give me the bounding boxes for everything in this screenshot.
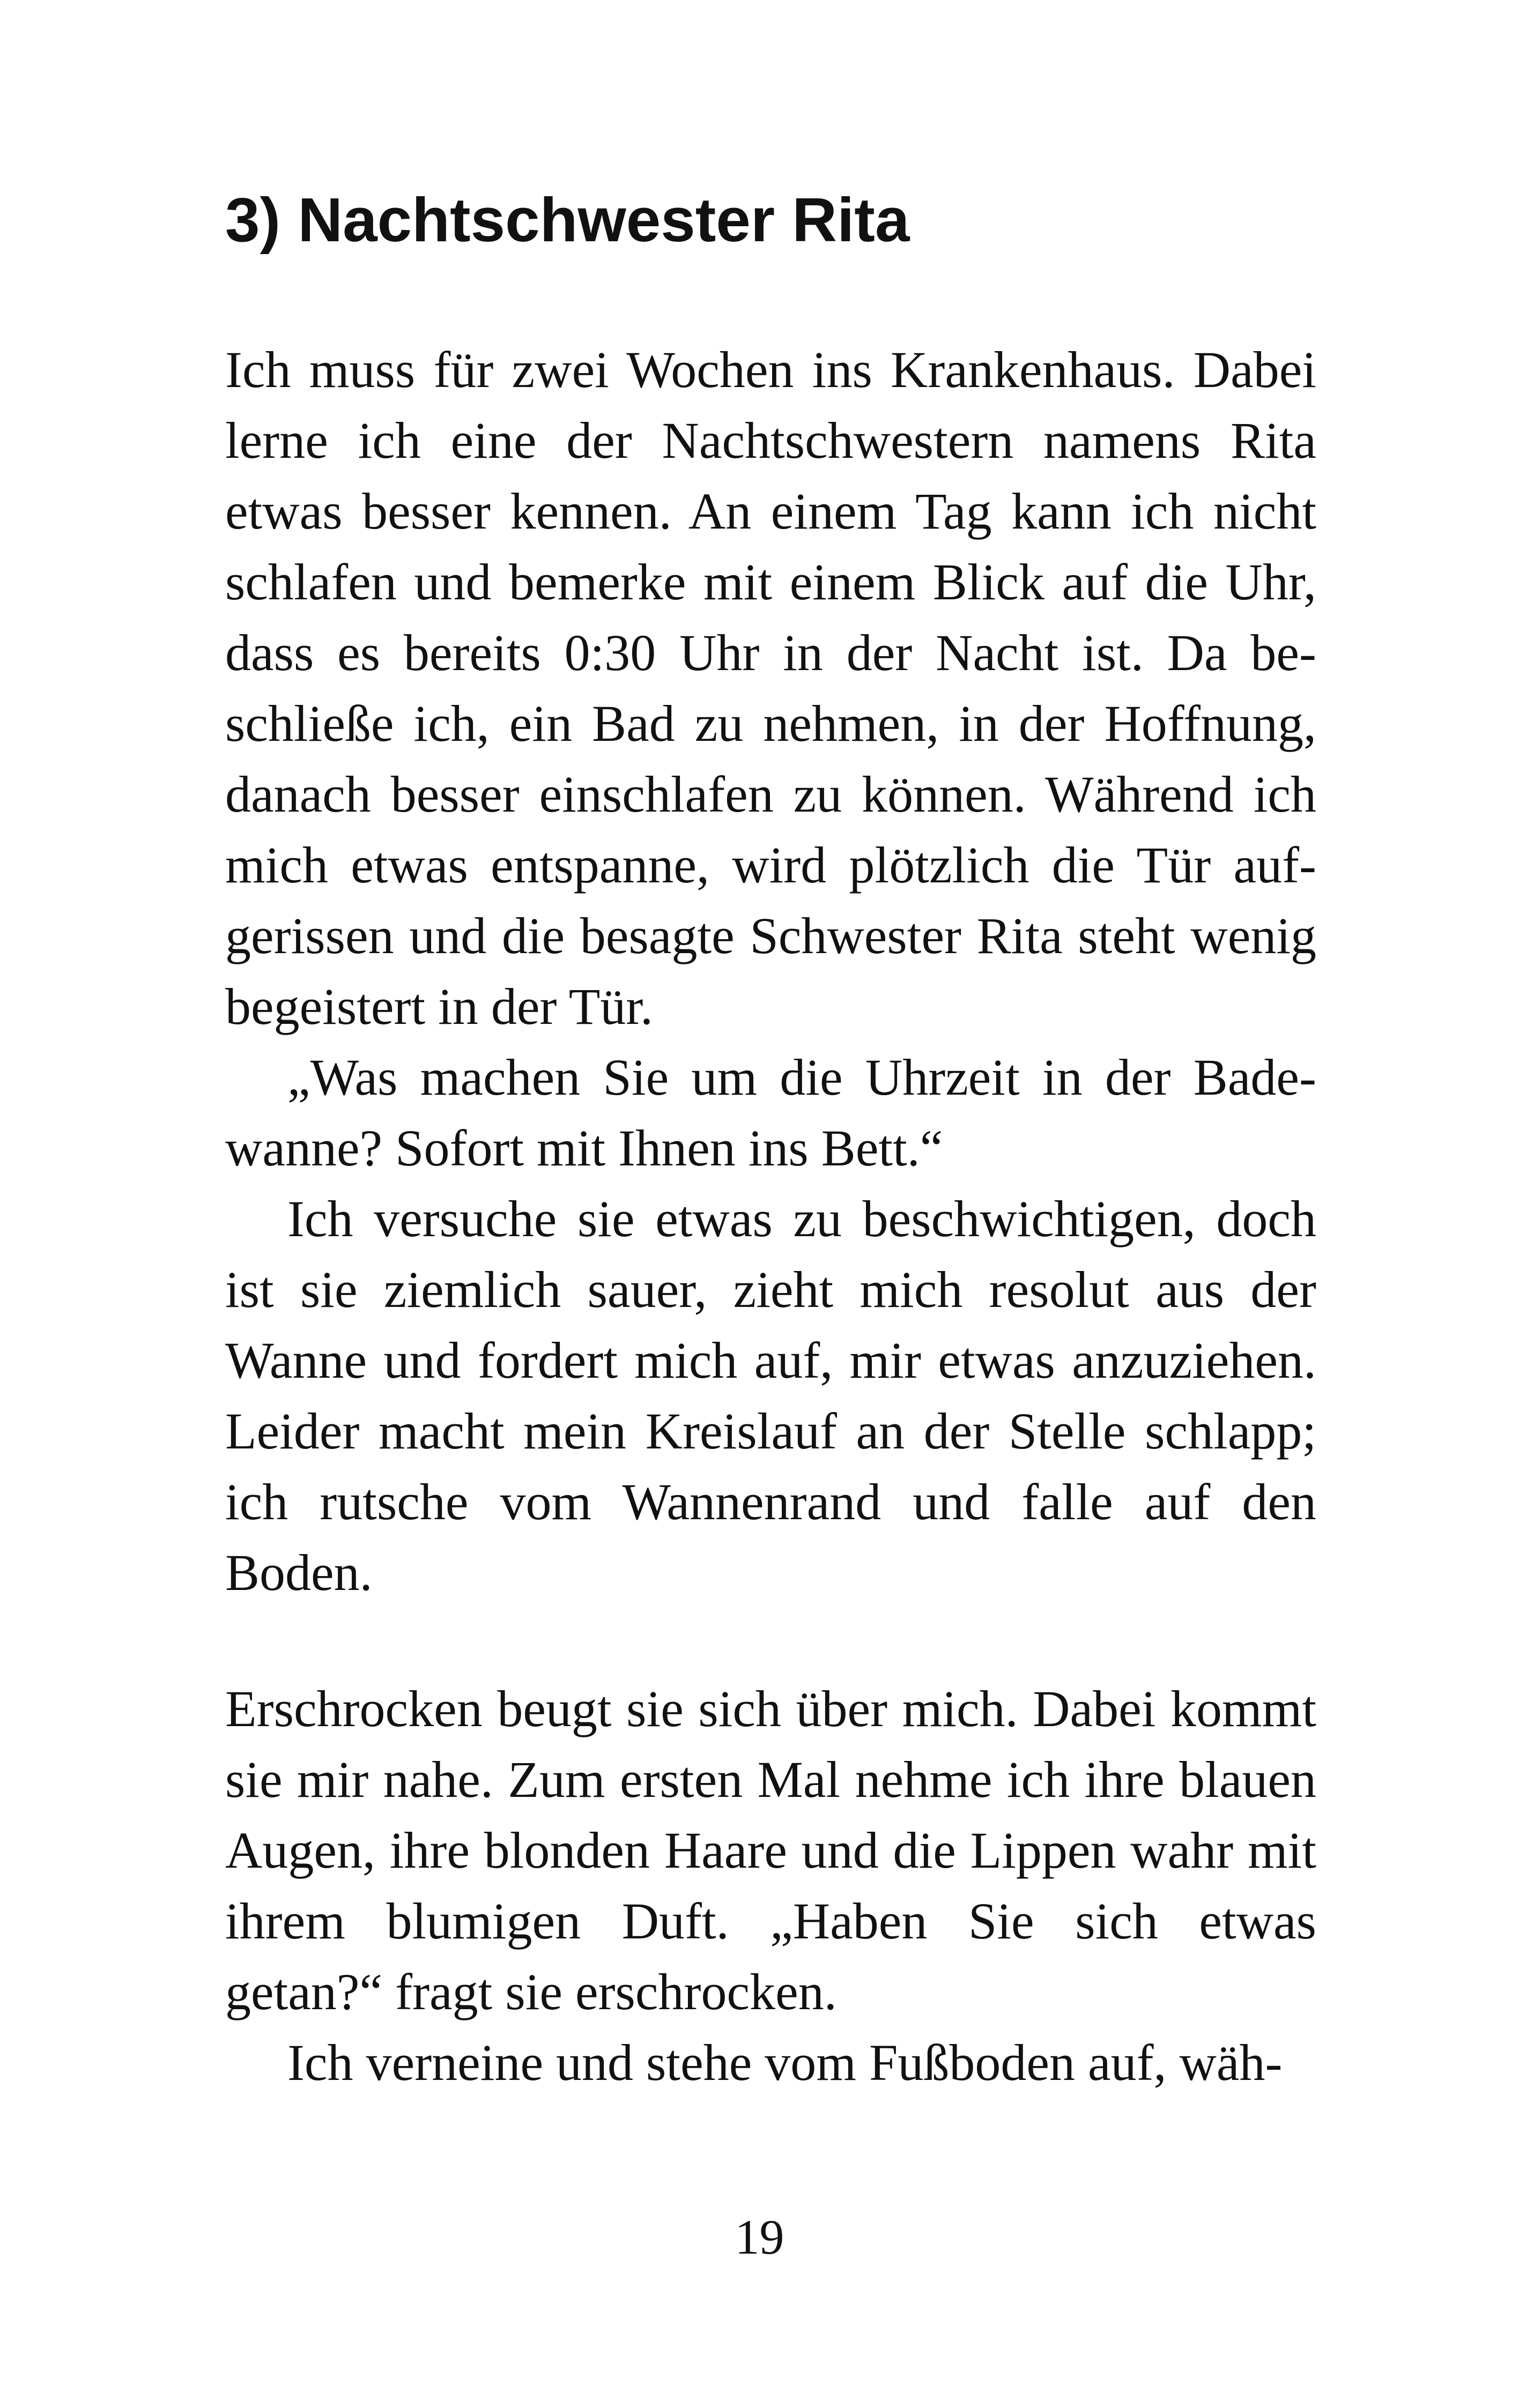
- paragraph: Ich muss für zwei Wochen ins Krankenhaus. Dabei lerne ich eine der Nachtschwestern namens Rita etwas besser kennen. An einem Tag kann ich nicht schlafen und bemerke mit einem Blick auf die Uhr, dass es bereits 0:30 Uhr in der Nacht ist. Da beschließe ich, ein Bad zu nehmen, in der Hoffnung, danach besser einschlafen zu können. Während ich mich etwas entspanne, wird plötzlich die Tür aufgerissen und die besagte Schwester Rita steht wenig begeistert in der Tür.: [225, 341, 1316, 1035]
- paragraph: Ich verneine und stehe vom Fußboden auf, wäh-: [287, 2034, 1283, 2091]
- text-section-2: [225, 1674, 1316, 2098]
- chapter-title: 3) Nachtschwester Rita: [225, 185, 910, 255]
- text-section-1: [225, 335, 1316, 1608]
- paragraph: Erschrocken beugt sie sich über mich. Dabei kommt sie mir nahe. Zum ersten Mal nehme ich ihre blauen Augen, ihre blonden Haare und die Lippen wahr mit ihrem blumigen Duft. „Haben Sie sich etwas getan?“ fragt sie erschrocken.: [225, 1680, 1316, 2020]
- paragraph: Ich versuche sie etwas zu beschwichtigen, doch ist sie ziemlich sauer, zieht mich resolut aus der Wanne und fordert mich auf, mir etwas anzuziehen. Leider macht mein Kreislauf an der Stelle schlapp; ich rutsche vom Wannenrand und falle auf den Boden.: [225, 1190, 1316, 1601]
- paragraph: „Was machen Sie um die Uhrzeit in der Badewanne? Sofort mit Ihnen ins Bett.“: [225, 1049, 1316, 1177]
- page-number: 19: [735, 2210, 784, 2264]
